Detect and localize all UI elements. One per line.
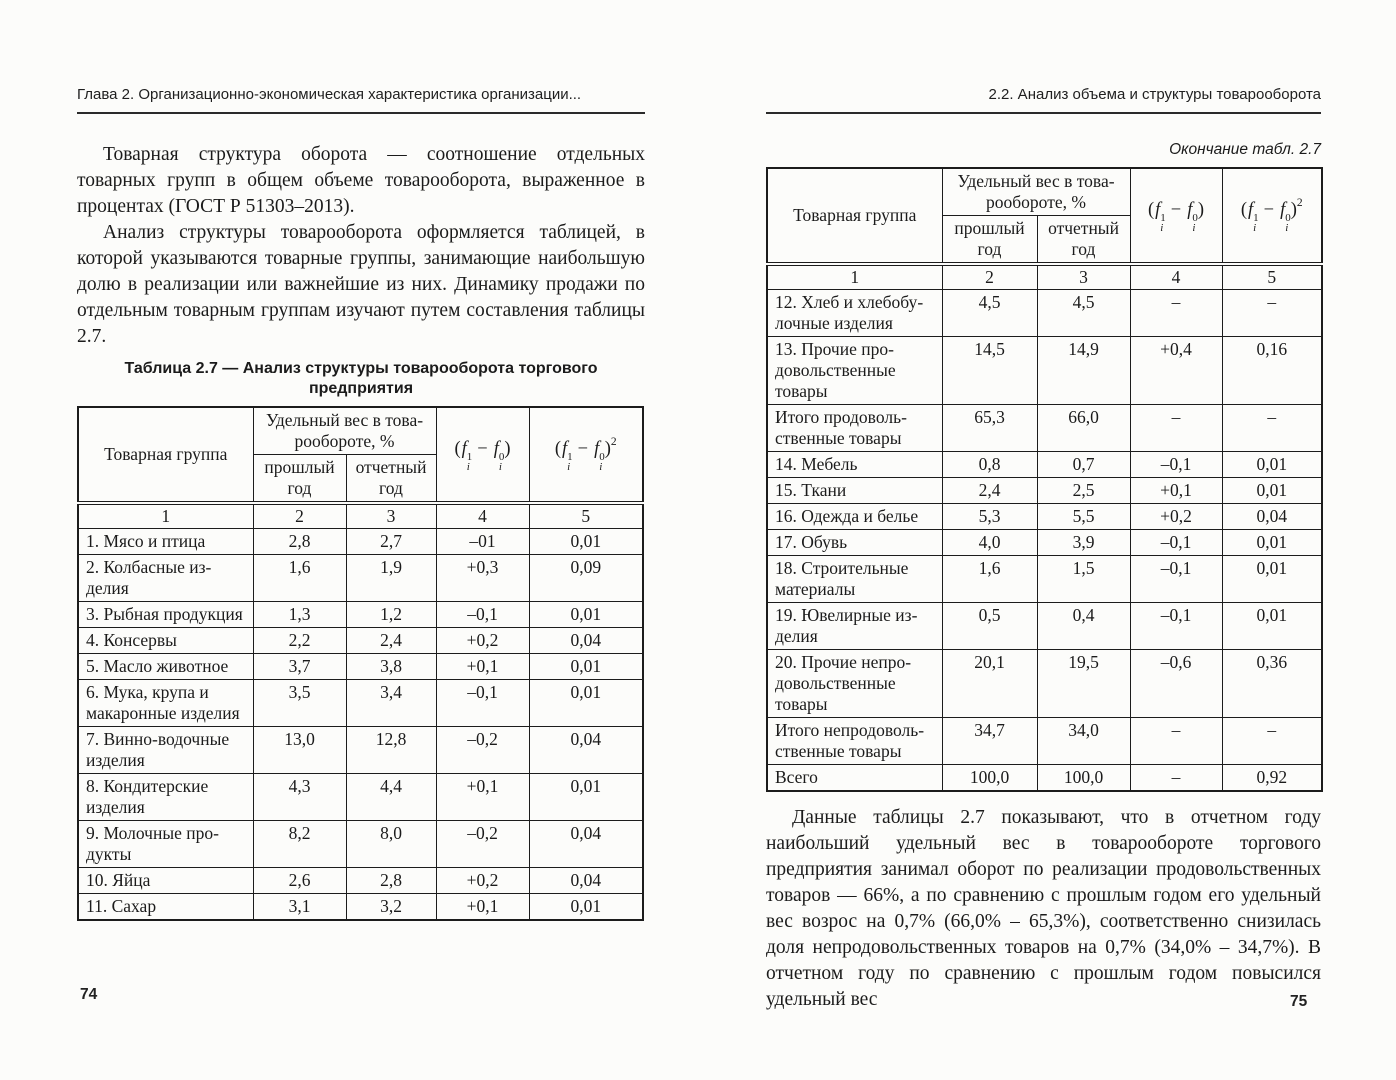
cell-f-diff: +0,4 — [1130, 337, 1222, 405]
table-row — [767, 452, 1322, 478]
cell-f-diff: +0,1 — [436, 894, 529, 921]
cell-prev-year: 1,6 — [253, 555, 346, 602]
col-header-f-diff-squared — [1222, 168, 1322, 264]
cell-product-group: Итого непродовольственные товары — [767, 718, 942, 765]
cell-report-year: 3,4 — [346, 680, 436, 727]
col-header-prev-year: прошлый год — [942, 216, 1037, 265]
cell-report-year: 14,9 — [1037, 337, 1130, 405]
cell-report-year: 5,5 — [1037, 504, 1130, 530]
cell-f-diff-squared: 0,01 — [529, 680, 643, 727]
formula-f1-minus-f0: (f 1 i − f 0 i ) — [454, 438, 511, 473]
cell-f-diff-squared: – — [1222, 290, 1322, 337]
cell-report-year: 1,2 — [346, 602, 436, 628]
table-row — [767, 765, 1322, 792]
turnover-structure-table-part2 — [766, 167, 1323, 792]
cell-prev-year: 100,0 — [942, 765, 1037, 792]
col-number: 4 — [436, 503, 529, 529]
cell-product-group: 4. Консервы — [78, 628, 253, 654]
cell-prev-year: 0,8 — [942, 452, 1037, 478]
table-caption: Таблица 2.7 — Анализ структуры товарооборота торгового предприятия — [124, 360, 598, 397]
cell-prev-year: 1,6 — [942, 556, 1037, 603]
cell-report-year: 2,7 — [346, 529, 436, 555]
col-header-product-group: Товарная группа — [78, 407, 253, 503]
cell-f-diff: +0,1 — [1130, 478, 1222, 504]
cell-f-diff: –0,2 — [436, 727, 529, 774]
cell-product-group: Всего — [767, 765, 942, 792]
cell-f-diff: –0,1 — [436, 602, 529, 628]
cell-f-diff: –0,6 — [1130, 650, 1222, 718]
table-row — [78, 529, 643, 555]
table-row — [767, 530, 1322, 556]
cell-prev-year: 2,8 — [253, 529, 346, 555]
col-number: 3 — [346, 503, 436, 529]
cell-product-group: 11. Сахар — [78, 894, 253, 921]
cell-product-group: 1. Мясо и птица — [78, 529, 253, 555]
column-numbers-row — [78, 503, 643, 529]
cell-report-year: 0,4 — [1037, 603, 1130, 650]
cell-report-year: 2,8 — [346, 868, 436, 894]
cell-f-diff-squared: 0,01 — [1222, 478, 1322, 504]
cell-f-diff-squared: 0,04 — [529, 628, 643, 654]
cell-product-group: 7. Винно-водочные изделия — [78, 727, 253, 774]
col-header-f-diff-squared — [529, 407, 643, 503]
cell-prev-year: 2,6 — [253, 868, 346, 894]
cell-product-group: 17. Обувь — [767, 530, 942, 556]
cell-f-diff-squared: 0,01 — [1222, 530, 1322, 556]
formula-f1-minus-f0: (f 1 i − f 0 i ) — [1147, 199, 1205, 234]
cell-product-group: 15. Ткани — [767, 478, 942, 504]
cell-report-year: 2,5 — [1037, 478, 1130, 504]
cell-report-year: 0,7 — [1037, 452, 1130, 478]
table-row — [78, 680, 643, 727]
running-head-right: 2.2. Анализ объема и структуры товарооборота — [766, 86, 1321, 114]
table-row — [767, 556, 1322, 603]
table-row — [78, 628, 643, 654]
cell-f-diff-squared: 0,01 — [529, 894, 643, 921]
cell-prev-year: 3,1 — [253, 894, 346, 921]
paragraph-intro-2: Анализ структуры товарооборота оформляется таблицей, в которой указываются товарные группы, занимающие наибольшую долю в реализации или важнейшие из них. Динамику продажи по отдельным товарным группам изучают путем составления таблицы 2.7. — [77, 222, 645, 347]
col-header-product-group: Товарная группа — [767, 168, 942, 264]
table-row — [767, 478, 1322, 504]
cell-f-diff-squared: 0,01 — [529, 602, 643, 628]
cell-product-group: 18. Строительные материалы — [767, 556, 942, 603]
col-number: 3 — [1037, 264, 1130, 290]
cell-prev-year: 20,1 — [942, 650, 1037, 718]
page-number-right: 75 — [1290, 993, 1308, 1010]
header-row-1 — [78, 407, 643, 455]
turnover-structure-table-part1 — [77, 406, 644, 921]
cell-report-year: 4,4 — [346, 774, 436, 821]
cell-f-diff-squared: 0,01 — [1222, 452, 1322, 478]
share-header-line2: рообороте, % — [986, 192, 1086, 212]
cell-f-diff: – — [1130, 718, 1222, 765]
col-number: 1 — [78, 503, 253, 529]
formula-f1-minus-f0-squared: (f 1 i − f 0 i )$^2$ — [554, 435, 617, 473]
cell-prev-year: 34,7 — [942, 718, 1037, 765]
cell-f-diff-squared: – — [1222, 405, 1322, 452]
cell-prev-year: 8,2 — [253, 821, 346, 868]
share-header-line2: рообороте, % — [294, 431, 395, 451]
share-header-line1: Удельный вес в това- — [265, 410, 424, 430]
col-number: 4 — [1130, 264, 1222, 290]
cell-f-diff-squared: 0,01 — [1222, 603, 1322, 650]
col-number: 1 — [767, 264, 942, 290]
cell-f-diff: +0,1 — [436, 654, 529, 680]
cell-product-group: 8. Кондитерские изделия — [78, 774, 253, 821]
cell-f-diff-squared: 0,01 — [529, 654, 643, 680]
table-row — [78, 602, 643, 628]
cell-prev-year: 65,3 — [942, 405, 1037, 452]
cell-f-diff: – — [1130, 290, 1222, 337]
cell-f-diff: –0,2 — [436, 821, 529, 868]
cell-f-diff: –01 — [436, 529, 529, 555]
cell-f-diff: +0,1 — [436, 774, 529, 821]
cell-f-diff: +0,2 — [436, 868, 529, 894]
cell-report-year: 8,0 — [346, 821, 436, 868]
cell-f-diff-squared: 0,04 — [1222, 504, 1322, 530]
page-right — [766, 86, 1321, 1013]
cell-prev-year: 5,3 — [942, 504, 1037, 530]
table-row — [78, 555, 643, 602]
cell-prev-year: 4,3 — [253, 774, 346, 821]
cell-product-group: 3. Рыбная продукция — [78, 602, 253, 628]
table-row — [78, 821, 643, 868]
cell-f-diff: – — [1130, 405, 1222, 452]
cell-product-group: 13. Прочие продовольственные товары — [767, 337, 942, 405]
cell-f-diff: –0,1 — [1130, 556, 1222, 603]
col-number: 5 — [1222, 264, 1322, 290]
column-numbers-row — [767, 264, 1322, 290]
cell-product-group: 19. Ювелирные изделия — [767, 603, 942, 650]
col-header-prev-year: прошлый год — [253, 455, 346, 504]
cell-product-group: 14. Мебель — [767, 452, 942, 478]
table-row — [78, 727, 643, 774]
cell-product-group: 6. Мука, крупа и макаронные изделия — [78, 680, 253, 727]
table-row — [767, 603, 1322, 650]
cell-prev-year: 4,0 — [942, 530, 1037, 556]
page-left — [77, 86, 645, 921]
paragraph-intro-1: Товарная структура оборота — соотношение отдельных товарных групп в общем объеме товарооборота, выраженное в процентах (ГОСТ Р 51303–2013). — [77, 144, 645, 217]
table-row — [767, 650, 1322, 718]
share-header-line1: Удельный вес в това- — [957, 171, 1115, 191]
table-row — [78, 868, 643, 894]
cell-product-group: 10. Яйца — [78, 868, 253, 894]
cell-f-diff-squared: 0,36 — [1222, 650, 1322, 718]
cell-prev-year: 2,4 — [942, 478, 1037, 504]
cell-product-group: 2. Колбасные изделия — [78, 555, 253, 602]
cell-prev-year: 2,2 — [253, 628, 346, 654]
col-number: 2 — [253, 503, 346, 529]
cell-report-year: 34,0 — [1037, 718, 1130, 765]
cell-product-group: 5. Масло животное — [78, 654, 253, 680]
col-number: 2 — [942, 264, 1037, 290]
cell-product-group: 20. Прочие непродовольственные товары — [767, 650, 942, 718]
col-number: 5 — [529, 503, 643, 529]
paragraph-analysis: Данные таблицы 2.7 показывают, что в отчетном году наибольший удельный вес в товарообороте торгового предприятия занимал оборот по реализации продовольственных товаров — 66%, а по сравнению с прошлым годом его удельный вес возрос на 0,7% (66,0% – 65,3%), соответственно снизилась доля непродовольственных товаров на 0,7% (34,0% – 34,7%). В отчетном году по сравнению с прошлым годом повысился удельный вес — [766, 807, 1321, 1010]
cell-f-diff: +0,2 — [1130, 504, 1222, 530]
cell-f-diff: +0,3 — [436, 555, 529, 602]
table-body-part2 — [767, 290, 1322, 792]
cell-product-group: 16. Одежда и белье — [767, 504, 942, 530]
formula-f1-minus-f0-squared: (f 1 i − f 0 i )$^2$ — [1240, 196, 1303, 234]
cell-product-group: Итого продовольственные товары — [767, 405, 942, 452]
cell-f-diff-squared: 0,04 — [529, 868, 643, 894]
cell-f-diff: –0,1 — [1130, 452, 1222, 478]
cell-report-year: 3,8 — [346, 654, 436, 680]
table-row — [78, 774, 643, 821]
cell-product-group: 9. Молочные продукты — [78, 821, 253, 868]
cell-report-year: 3,9 — [1037, 530, 1130, 556]
cell-f-diff: +0,2 — [436, 628, 529, 654]
cell-product-group: 12. Хлеб и хлебобулочные изделия — [767, 290, 942, 337]
cell-prev-year: 14,5 — [942, 337, 1037, 405]
cell-report-year: 1,9 — [346, 555, 436, 602]
cell-f-diff: –0,1 — [1130, 603, 1222, 650]
cell-prev-year: 0,5 — [942, 603, 1037, 650]
running-head-left: Глава 2. Организационно-экономическая характеристика организации... — [77, 86, 645, 114]
col-header-report-year: отчетный год — [1037, 216, 1130, 265]
cell-report-year: 2,4 — [346, 628, 436, 654]
table-row — [767, 718, 1322, 765]
col-header-report-year: отчетный год — [346, 455, 436, 504]
cell-f-diff-squared: 0,01 — [529, 529, 643, 555]
cell-report-year: 3,2 — [346, 894, 436, 921]
cell-f-diff-squared: 0,09 — [529, 555, 643, 602]
table-row — [767, 337, 1322, 405]
table-row — [78, 654, 643, 680]
cell-report-year: 66,0 — [1037, 405, 1130, 452]
cell-prev-year: 13,0 — [253, 727, 346, 774]
cell-prev-year: 1,3 — [253, 602, 346, 628]
cell-prev-year: 3,7 — [253, 654, 346, 680]
table-row — [767, 405, 1322, 452]
cell-f-diff: –0,1 — [1130, 530, 1222, 556]
col-header-f-diff — [1130, 168, 1222, 264]
cell-report-year: 100,0 — [1037, 765, 1130, 792]
col-header-share-group — [942, 168, 1130, 216]
cell-f-diff-squared: 0,04 — [529, 727, 643, 774]
cell-f-diff-squared: – — [1222, 718, 1322, 765]
cell-prev-year: 3,5 — [253, 680, 346, 727]
table-row — [78, 894, 643, 921]
cell-report-year: 1,5 — [1037, 556, 1130, 603]
cell-f-diff-squared: 0,01 — [1222, 556, 1322, 603]
cell-f-diff: –0,1 — [436, 680, 529, 727]
cell-report-year: 12,8 — [346, 727, 436, 774]
cell-report-year: 4,5 — [1037, 290, 1130, 337]
cell-f-diff-squared: 0,04 — [529, 821, 643, 868]
cell-report-year: 19,5 — [1037, 650, 1130, 718]
table-row — [767, 504, 1322, 530]
header-row-1 — [767, 168, 1322, 216]
table-row — [767, 290, 1322, 337]
col-header-share-group — [253, 407, 436, 455]
col-header-f-diff — [436, 407, 529, 503]
cell-prev-year: 4,5 — [942, 290, 1037, 337]
cell-f-diff: – — [1130, 765, 1222, 792]
table-body-part1 — [78, 529, 643, 921]
page-number-left: 74 — [80, 986, 98, 1003]
cell-f-diff-squared: 0,01 — [529, 774, 643, 821]
cell-f-diff-squared: 0,16 — [1222, 337, 1322, 405]
cell-f-diff-squared: 0,92 — [1222, 765, 1322, 792]
table-continuation-note: Окончание табл. 2.7 — [1169, 141, 1321, 158]
